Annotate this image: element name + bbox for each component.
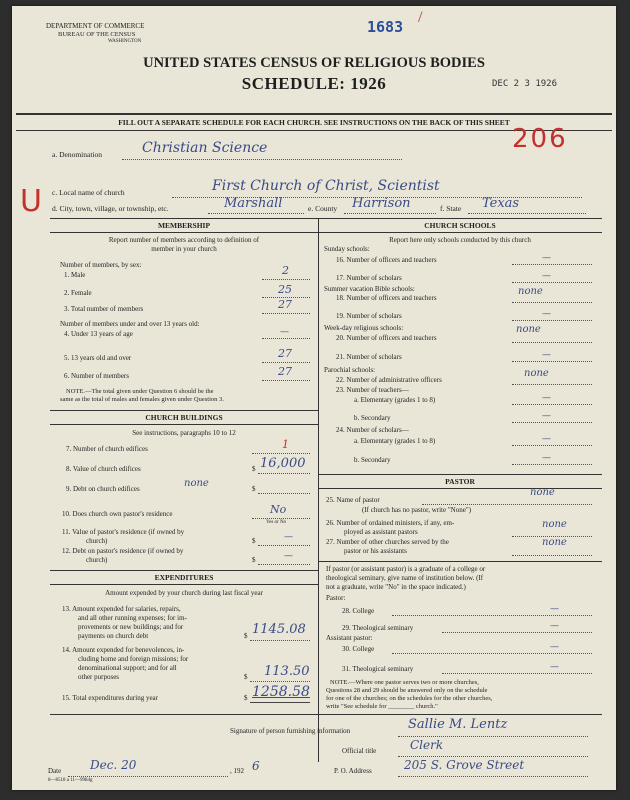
grid-top <box>50 218 602 219</box>
q11-dollar: $ <box>252 537 256 545</box>
grad-text-1: If pastor (or assistant pastor) is a graduate of a college or <box>326 565 486 573</box>
q30-line <box>392 653 592 654</box>
check-mark: / <box>418 9 423 26</box>
state-value: Texas <box>482 196 520 211</box>
summer-label: Summer vacation Bible schools: <box>324 285 415 293</box>
denomination-line <box>122 159 402 160</box>
denomination-value: Christian Science <box>142 140 268 156</box>
q19-label: 19. Number of scholars <box>336 312 402 320</box>
pastor-note-2: Questions 28 and 29 should be answered only on the schedule <box>326 687 488 694</box>
q26-label-2: ployed as assistant pastors <box>344 528 418 536</box>
pastor-top-rule <box>318 474 602 475</box>
q2-value: 25 <box>278 283 292 296</box>
u-mark: U <box>20 184 42 219</box>
header-divider <box>16 113 612 115</box>
year-digit: 6 <box>252 759 260 773</box>
membership-intro-2: member in your church <box>151 245 217 253</box>
local-name-label: c. Local name of church <box>52 188 125 197</box>
official-title-line <box>398 756 588 757</box>
q26-label-1: 26. Number of ordained ministers, if any, em- <box>326 519 455 527</box>
q11-value: — <box>284 532 293 542</box>
q26-value: none <box>542 519 567 530</box>
sunday-label: Sunday schools: <box>324 245 370 253</box>
q8-line <box>258 473 310 474</box>
q15-label: 15. Total expenditures during year <box>62 694 158 702</box>
form-number: 8—8518 a 11—9984g <box>48 778 93 783</box>
q13-label-2: and all other running expenses; for im- <box>78 614 187 622</box>
q6-label: 6. Number of members <box>64 372 129 380</box>
official-title-label: Official title <box>342 747 377 755</box>
schools-heading: CHURCH SCHOOLS <box>424 221 496 230</box>
q10-value: No <box>270 503 287 516</box>
county-line <box>344 213 436 214</box>
q4-label: 4. Under 13 years of age <box>64 330 133 338</box>
q24b-value: — <box>542 453 551 463</box>
q11-line <box>258 545 310 546</box>
signature-line <box>398 736 588 737</box>
q5-label: 5. 13 years old and over <box>64 354 132 362</box>
under-over-label: Number of members under and over 13 years old: <box>60 320 200 328</box>
signature-label: Signature of person furnishing information <box>230 727 351 735</box>
q18-value: none <box>518 286 543 297</box>
q12-line <box>258 564 310 565</box>
q18-label: 18. Number of officers and teachers <box>336 294 437 302</box>
bureau-label: BUREAU OF THE CENSUS <box>58 31 136 38</box>
q25-label: 25. Name of pastor <box>326 496 380 504</box>
q16-value: — <box>542 253 551 263</box>
parochial-label: Parochial schools: <box>324 366 376 374</box>
q15-line <box>250 702 310 703</box>
q3-label: 3. Total number of members <box>64 305 144 313</box>
q10-line <box>252 518 310 519</box>
q21-value: — <box>542 350 551 360</box>
buildings-heading: CHURCH BUILDINGS <box>145 413 223 422</box>
q28-value: — <box>550 604 559 614</box>
date-value: Dec. 20 <box>90 758 137 772</box>
q16-label: 16. Number of officers and teachers <box>336 256 437 264</box>
grad-text-3: not a graduate, write "No" in the space indicated.) <box>326 583 466 591</box>
q29-line <box>442 632 592 633</box>
by-sex-label: Number of members, by sex: <box>60 261 142 269</box>
pastor-heading-rule <box>318 488 602 489</box>
q29-value: — <box>550 621 559 631</box>
pastor-heading: PASTOR <box>445 477 475 486</box>
q27-line <box>512 555 592 556</box>
q30-label: 30. College <box>342 645 375 653</box>
pastor-note-4: write "See schedule for ________ church." <box>326 703 438 710</box>
q14-label-2: cluding home and foreign missions; for <box>78 655 189 663</box>
expenditures-heading-rule <box>50 584 318 585</box>
q27-value: none <box>542 537 567 548</box>
grad-text-2: theological seminary, give name of institution below. (If <box>326 574 484 582</box>
q27-label-1: 27. Number of other churches served by the <box>326 538 449 546</box>
q24a-line <box>512 445 592 446</box>
q3-value: 27 <box>278 298 292 311</box>
q14-label-1: 14. Amount expended for benevolences, in- <box>62 646 185 654</box>
pastor-note-3: for one of the churches; on the schedules for the other churches, <box>326 695 493 702</box>
city-field-label: d. City, town, village, or township, etc. <box>52 204 169 213</box>
q13-value: 1145.08 <box>252 622 306 637</box>
local-name-value: First Church of Christ, Scientist <box>212 178 440 194</box>
q2-label: 2. Female <box>64 289 92 297</box>
q24a-value: — <box>542 434 551 444</box>
q25-line <box>422 504 592 505</box>
q23b-line <box>512 422 592 423</box>
q5-value: 27 <box>278 347 292 360</box>
q21-label: 21. Number of scholars <box>336 353 402 361</box>
q30-value: — <box>550 642 559 652</box>
q31-value: — <box>550 662 559 672</box>
county-value: Harrison <box>352 196 411 211</box>
expenditures-top-rule <box>50 570 318 571</box>
q7-line <box>252 453 310 454</box>
q14-value: 113.50 <box>264 664 310 679</box>
q22-label: 22. Number of administrative officers <box>336 376 442 384</box>
year-prefix: , 192 <box>230 767 244 775</box>
q1-value: 2 <box>282 264 289 277</box>
q17-line <box>512 282 592 283</box>
q13-label-1: 13. Amount expended for salaries, repairs, <box>62 605 181 613</box>
q14-dollar: $ <box>244 673 248 681</box>
q31-line <box>442 673 592 674</box>
q23a-label: a. Elementary (grades 1 to 8) <box>354 396 436 404</box>
q23b-label: b. Secondary <box>354 414 391 422</box>
q24-label: 24. Number of scholars— <box>336 426 409 434</box>
grad-top-rule <box>318 561 602 562</box>
po-address-value: 205 S. Grove Street <box>404 758 525 772</box>
q13-dollar: $ <box>244 632 248 640</box>
po-address-line <box>398 776 588 777</box>
q14-label-3: denominational support; and for all <box>78 664 177 672</box>
q8-dollar: $ <box>252 465 256 473</box>
membership-heading-rule <box>50 232 318 233</box>
membership-heading: MEMBERSHIP <box>157 221 211 230</box>
q15-value: 1258.58 <box>252 684 310 700</box>
q1-label: 1. Male <box>64 271 86 279</box>
membership-note-2: same as the total of males and females given under Question 3. <box>60 396 224 403</box>
q22-line <box>512 384 592 385</box>
q13-label-3: provements or new buildings; and for <box>78 623 184 631</box>
q20-value: none <box>516 324 541 335</box>
schools-heading-rule <box>318 232 602 233</box>
q7-value: 1 <box>282 438 289 451</box>
assistant-sub-label: Assistant pastor: <box>326 634 373 642</box>
grid-bottom <box>50 714 602 715</box>
q12-label-1: 12. Debt on pastor's residence (if owned by <box>62 547 184 555</box>
stamp-number: 1683 <box>367 18 404 36</box>
q6-line <box>262 380 310 381</box>
buildings-sub: See instructions, paragraphs 10 to 12 <box>132 429 236 437</box>
census-schedule-page <box>12 6 616 790</box>
q22-value: none <box>524 368 549 379</box>
q9-label: 9. Debt on church edifices <box>66 485 140 493</box>
q20-label: 20. Number of officers and teachers <box>336 334 437 342</box>
city-line <box>208 213 304 214</box>
pastor-sub-label: Pastor: <box>326 594 346 602</box>
q14-line <box>250 681 310 682</box>
q31-label: 31. Theological seminary <box>342 665 414 673</box>
q19-value: — <box>542 309 551 319</box>
q23b-value: — <box>542 411 551 421</box>
weekday-label: Week-day religious schools: <box>324 324 404 332</box>
schedule-title: SCHEDULE: 1926 <box>241 74 387 93</box>
official-title-value: Clerk <box>410 738 444 752</box>
q24b-label: b. Secondary <box>354 456 391 464</box>
q14-label-4: other purposes <box>78 673 120 681</box>
q23a-value: — <box>542 393 551 403</box>
q13-line <box>250 640 310 641</box>
q13-label-4: payments on church debt <box>78 632 149 640</box>
q8-value: 16,000 <box>260 456 306 471</box>
q11-label-1: 11. Value of pastor's residence (if owned by <box>62 528 185 536</box>
pastor-note-1: NOTE.—Where one pastor serves two or more churches, <box>330 679 479 686</box>
received-date-stamp: DEC 2 3 1926 <box>492 79 558 89</box>
q10-label: 10. Does church own pastor's residence <box>62 510 173 518</box>
column-divider <box>318 218 319 762</box>
q17-label: 17. Number of scholars <box>336 274 402 282</box>
state-line <box>468 213 586 214</box>
q9-dollar: $ <box>252 485 256 493</box>
q5-line <box>262 362 310 363</box>
q4-value: — <box>280 327 289 337</box>
expenditures-heading: EXPENDITURES <box>154 573 214 582</box>
q23a-line <box>512 404 592 405</box>
q1-line <box>262 279 310 280</box>
q18-line <box>512 302 592 303</box>
q27-label-2: pastor or his assistants <box>344 547 407 555</box>
state-label: f. State <box>440 204 462 213</box>
q8-label: 8. Value of church edifices <box>66 465 141 473</box>
po-address-label: P. O. Address <box>334 767 372 775</box>
signature-value: Sallie M. Lentz <box>408 717 508 732</box>
q11-label-2: church) <box>86 537 108 545</box>
q21-line <box>512 361 592 362</box>
yes-no-hint: Yes or No <box>266 520 287 525</box>
q24a-label: a. Elementary (grades 1 to 8) <box>354 437 436 445</box>
q12-label-2: church) <box>86 556 108 564</box>
form-title: UNITED STATES CENSUS OF RELIGIOUS BODIES <box>143 55 485 71</box>
date-label: Date <box>48 767 62 775</box>
q28-line <box>392 615 592 616</box>
q19-line <box>512 320 592 321</box>
q12-dollar: $ <box>252 556 256 564</box>
q25-note: (If church has no pastor, write "None") <box>362 506 472 514</box>
membership-note-1: NOTE.—The total given under Question 6 should be the <box>66 388 214 395</box>
q24b-line <box>512 464 592 465</box>
city-label: WASHINGTON <box>108 39 142 44</box>
denomination-label: a. Denomination <box>52 150 102 159</box>
q7-label: 7. Number of church edifices <box>66 445 148 453</box>
q25-value: none <box>530 487 555 498</box>
buildings-heading-rule <box>50 424 318 425</box>
q9-line <box>258 493 310 494</box>
q17-value: — <box>542 271 551 281</box>
q28-label: 28. College <box>342 607 375 615</box>
expenditures-sub: Amount expended by your church during last fiscal year <box>105 589 263 597</box>
department-label: DEPARTMENT OF COMMERCE <box>46 22 145 30</box>
schools-intro: Report here only schools conducted by this church <box>389 236 531 244</box>
q4-line <box>262 338 310 339</box>
q29-label: 29. Theological seminary <box>342 624 414 632</box>
q3-line <box>262 313 310 314</box>
q16-line <box>512 264 592 265</box>
q9-value: none <box>184 478 209 489</box>
q20-line <box>512 342 592 343</box>
county-label: e. County <box>308 204 338 213</box>
buildings-top-rule <box>50 410 318 411</box>
q6-value: 27 <box>278 365 292 378</box>
q12-value: — <box>284 551 293 561</box>
denomination-code: 206 <box>512 124 568 154</box>
q23-label: 23. Number of teachers— <box>336 386 409 394</box>
membership-intro-1: Report number of members according to definition of <box>108 236 260 244</box>
city-value: Marshall <box>224 196 283 211</box>
date-line <box>68 776 228 777</box>
instructions-banner: FILL OUT A SEPARATE SCHEDULE FOR EACH CHURCH. SEE INSTRUCTIONS ON THE BACK OF THIS SHEET <box>118 118 510 127</box>
q15-dollar: $ <box>244 694 248 702</box>
